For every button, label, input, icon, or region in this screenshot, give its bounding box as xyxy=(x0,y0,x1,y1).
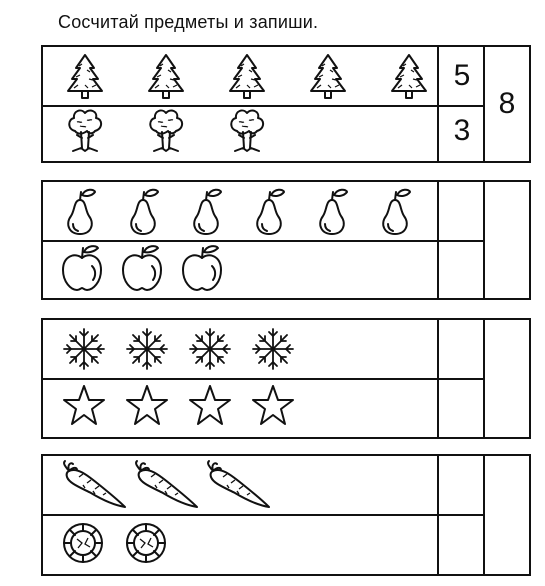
bottom-count-cell[interactable] xyxy=(439,514,485,574)
total-count-cell[interactable]: 8 xyxy=(498,87,516,120)
counting-block xyxy=(41,318,531,439)
picture-row xyxy=(43,514,439,574)
apple-icon xyxy=(119,242,165,292)
carrot-icon xyxy=(201,459,271,511)
star-icon xyxy=(61,383,107,429)
picture-row xyxy=(43,377,439,437)
bottom-count-cell[interactable] xyxy=(439,238,485,298)
picture-row xyxy=(43,182,439,242)
snowflake-icon xyxy=(250,326,296,372)
star-icon xyxy=(124,383,170,429)
pear-icon xyxy=(313,186,351,236)
divider xyxy=(437,47,439,161)
total-count-cell[interactable] xyxy=(485,456,529,574)
star-icon xyxy=(187,383,233,429)
picture-row xyxy=(43,320,439,380)
carrot-icon xyxy=(129,459,199,511)
apple-icon xyxy=(179,242,225,292)
tree-icon xyxy=(65,105,105,155)
divider xyxy=(437,456,439,574)
divider xyxy=(437,320,439,437)
fir-tree-icon xyxy=(308,52,348,100)
pear-icon xyxy=(250,186,288,236)
apple-icon xyxy=(59,242,105,292)
tree-icon xyxy=(146,105,186,155)
total-count-cell[interactable] xyxy=(485,182,529,298)
page-title: Сосчитай предметы и запиши. xyxy=(58,12,319,32)
carrot-icon xyxy=(57,459,127,511)
fir-tree-icon xyxy=(65,52,105,100)
pear-icon xyxy=(61,186,99,236)
snowflake-icon xyxy=(124,326,170,372)
total-count-cell[interactable] xyxy=(485,320,529,437)
fir-tree-icon xyxy=(389,52,429,100)
top-count-cell[interactable] xyxy=(439,320,485,380)
pear-icon xyxy=(376,186,414,236)
picture-row xyxy=(43,456,439,516)
top-count-cell[interactable] xyxy=(439,182,485,242)
picture-row xyxy=(43,101,439,161)
fir-tree-icon xyxy=(146,52,186,100)
bottom-count-cell[interactable] xyxy=(439,377,485,437)
tree-icon xyxy=(227,105,267,155)
picture-row xyxy=(43,238,439,298)
cabbage-icon xyxy=(61,521,105,565)
top-count-cell[interactable] xyxy=(439,456,485,516)
pear-icon xyxy=(187,186,225,236)
picture-row xyxy=(43,47,439,107)
top-count-cell[interactable]: 5 xyxy=(439,47,485,107)
pear-icon xyxy=(124,186,162,236)
cabbage-icon xyxy=(124,521,168,565)
counting-block xyxy=(41,45,531,163)
divider xyxy=(437,182,439,298)
counting-block xyxy=(41,454,531,576)
snowflake-icon xyxy=(187,326,233,372)
star-icon xyxy=(250,383,296,429)
fir-tree-icon xyxy=(227,52,267,100)
counting-block xyxy=(41,180,531,300)
bottom-count-cell[interactable]: 3 xyxy=(453,114,471,147)
snowflake-icon xyxy=(61,326,107,372)
